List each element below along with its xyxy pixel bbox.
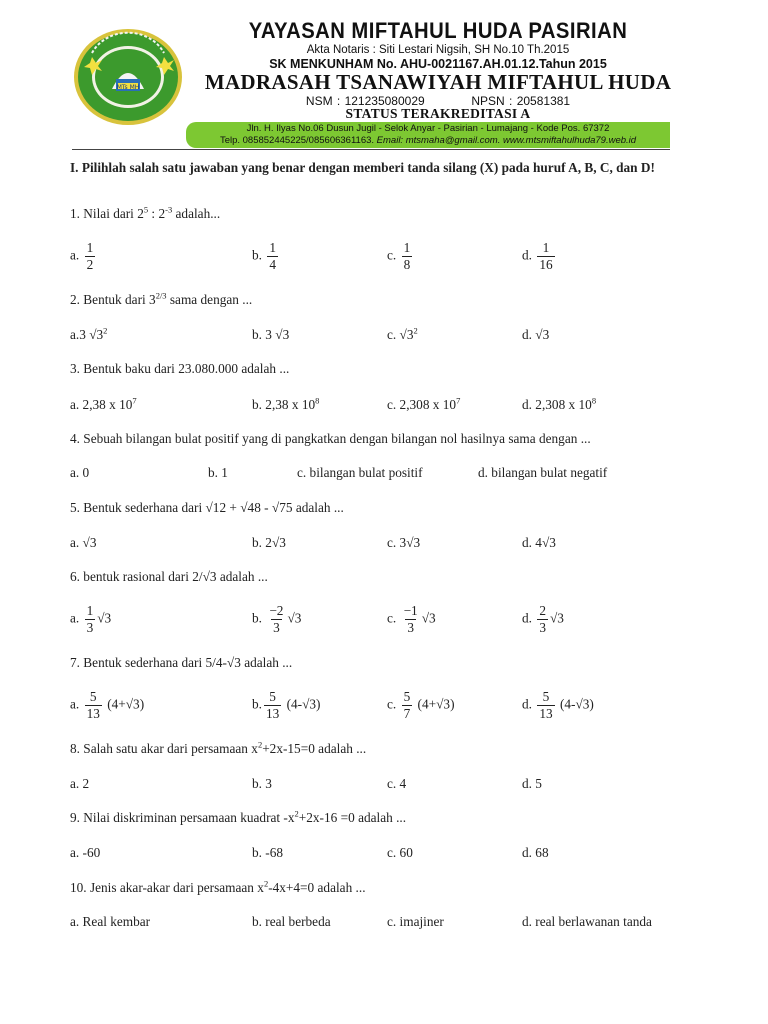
q4-option-b[interactable]: b. 1 bbox=[208, 465, 228, 480]
q4-option-a[interactable]: a. 0 bbox=[70, 465, 90, 480]
q9-option-b[interactable]: b. -68 bbox=[252, 845, 284, 860]
question-5: 5. Bentuk sederhana dari √12 + √48 - √75 adalah ... bbox=[70, 500, 344, 515]
question-7: 7. Bentuk sederhana dari 5/4-√3 adalah ... bbox=[70, 655, 293, 670]
q6-option-d[interactable]: d. $\frac{2}{3}$ √3 bbox=[522, 603, 564, 635]
q4-option-c[interactable]: c. bilangan bulat positif bbox=[297, 465, 423, 480]
q8-option-c[interactable]: c. 4 bbox=[387, 776, 407, 791]
q7-option-b[interactable]: b. $\frac{5}{13}$ (4-√3) bbox=[252, 689, 321, 721]
q1-option-a[interactable]: a. $\frac{1}{2}$ bbox=[70, 240, 94, 272]
q2-option-d[interactable]: d. √3 bbox=[522, 327, 550, 342]
notary-info: Akta Notaris : Siti Lestari Nigsih, SH No.10 Th.2015 bbox=[306, 44, 570, 56]
accreditation-status: STATUS TERAKREDITASI A bbox=[345, 106, 531, 121]
q8-option-d[interactable]: d. 5 bbox=[522, 776, 542, 791]
question-4: 4. Sebuah bilangan bulat positif yang di pangkatkan dengan bilangan nol hasilnya sama dengan ... bbox=[70, 431, 591, 446]
q2-option-c[interactable]: c. $√3^2$ bbox=[387, 325, 418, 342]
q10-option-b[interactable]: b. real berbeda bbox=[252, 914, 331, 929]
address-text: Jln. H. Ilyas No.06 Dusun Jugil - Selok Anyar - Pasirian - Lumajang - Kode Pos. 67372 bbox=[246, 123, 610, 134]
npsn: NPSN : 20581381 bbox=[471, 94, 571, 108]
q2-option-a[interactable]: a.3 $√3^2$ bbox=[70, 325, 108, 342]
q10-option-c[interactable]: c. imajiner bbox=[387, 914, 444, 929]
q5-option-c[interactable]: c. 3√3 bbox=[387, 535, 421, 550]
email-text: Email: mtsmaha@gmail.com. www.mtsmiftahulhuda79.web.id bbox=[376, 135, 637, 146]
school-name: MADRASAH TSANAWIYAH MIFTAHUL HUDA bbox=[204, 70, 672, 94]
q6-option-a[interactable]: a. $\frac{1}{3}$ √3 bbox=[70, 603, 112, 635]
foundation-name: YAYASAN MIFTAHUL HUDA PASIRIAN bbox=[248, 18, 628, 43]
phone-text: Telp. 085852445225/085606361163. bbox=[219, 135, 375, 146]
q5-option-a[interactable]: a. √3 bbox=[70, 535, 97, 550]
q7-option-a[interactable]: a. $\frac{5}{13}$ (4+√3) bbox=[70, 689, 145, 721]
contact-line bbox=[186, 135, 670, 146]
q1-option-c[interactable]: c. $\frac{1}{8}$ bbox=[387, 240, 411, 272]
q6-option-c[interactable]: c. $\frac{-1}{3}$ √3 bbox=[387, 603, 436, 635]
q7-option-d[interactable]: d. $\frac{5}{13}$ (4-√3) bbox=[522, 689, 594, 721]
question-2: 2. Bentuk dari $3^{2/3}$ sama dengan ... bbox=[70, 290, 253, 307]
q9-option-c[interactable]: c. 60 bbox=[387, 845, 413, 860]
q4-option-d[interactable]: d. bilangan bulat negatif bbox=[478, 465, 608, 480]
nsm: NSM : 121235080029 bbox=[305, 94, 425, 108]
instruction: I. Pilihlah salah satu jawaban yang benar dengan memberi tanda silang (X) pada huruf A, B, C, dan D! bbox=[70, 160, 655, 175]
q8-option-a[interactable]: a. 2 bbox=[70, 776, 90, 791]
q2-option-b[interactable]: b. 3 √3 bbox=[252, 327, 290, 342]
q7-option-c[interactable]: c. $\frac{5}{7}$ (4+√3) bbox=[387, 689, 455, 721]
question-6: 6. bentuk rasional dari 2/√3 adalah ... bbox=[70, 569, 268, 584]
svg-text:MTs MH: MTs MH bbox=[116, 84, 140, 91]
question-10: 10. Jenis akar-akar dari persamaan $x^2-4x+4=0$ adalah ... bbox=[70, 878, 366, 895]
q5-option-d[interactable]: d. 4√3 bbox=[522, 535, 556, 550]
q9-option-a[interactable]: a. -60 bbox=[70, 845, 101, 860]
q3-option-a[interactable]: a. 2,38 x $10^7$ bbox=[70, 395, 137, 412]
question-8: 8. Salah satu akar dari persamaan $x^2+2x-15=0$ adalah ... bbox=[70, 739, 367, 756]
q3-option-d[interactable]: d. 2,308 x $10^8$ bbox=[522, 395, 597, 412]
q9-option-d[interactable]: d. 68 bbox=[522, 845, 549, 860]
q3-option-b[interactable]: b. 2,38 x $10^8$ bbox=[252, 395, 320, 412]
q5-option-b[interactable]: b. 2√3 bbox=[252, 535, 286, 550]
q1-option-d[interactable]: d. $\frac{1}{16}$ bbox=[522, 240, 553, 272]
question-3: 3. Bentuk baku dari 23.080.000 adalah ... bbox=[70, 361, 290, 376]
q10-option-a[interactable]: a. Real kembar bbox=[70, 914, 151, 929]
q8-option-b[interactable]: b. 3 bbox=[252, 776, 272, 791]
header-divider bbox=[72, 149, 670, 150]
q10-option-d[interactable]: d. real berlawanan tanda bbox=[522, 914, 652, 929]
school-logo bbox=[72, 27, 184, 127]
q6-option-b[interactable]: b. $\frac{-2}{3}$ √3 bbox=[252, 603, 302, 635]
question-1: 1. Nilai dari $2^5$ : $2^{-3}$ adalah... bbox=[70, 204, 221, 221]
sk-info: SK MENKUNHAM No. AHU-0021167.AH.01.12.Tahun 2015 bbox=[269, 57, 607, 71]
q3-option-c[interactable]: c. 2,308 x $10^7$ bbox=[387, 395, 461, 412]
question-9: 9. Nilai diskriminan persamaan kuadrat $-x^2+2x-16 =0$ adalah ... bbox=[70, 808, 407, 825]
q1-option-b[interactable]: b. $\frac{1}{4}$ bbox=[252, 240, 276, 272]
